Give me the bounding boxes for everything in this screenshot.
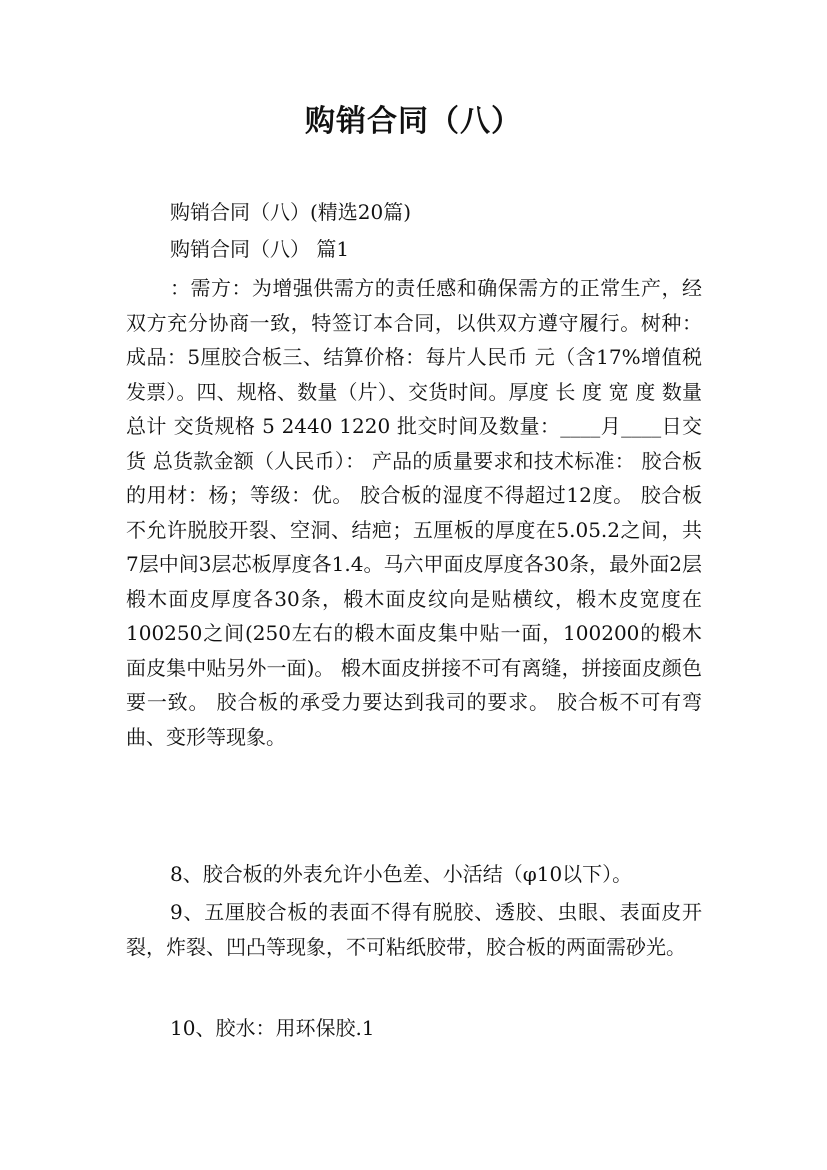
document-title: 购销合同（八） [305, 104, 522, 139]
document-subtitle: 购销合同（八）(精选20篇) [170, 200, 412, 224]
contract-paragraph-10: 10、胶水：用环保胶.1 [170, 1016, 375, 1040]
contract-paragraph-main: ：需方：为增强供需方的责任感和确保需方的正常生产，经双方充分协商一致，特签订本合同，以供双方遵守履行。树种： 成品：5厘胶合板三、结算价格：每片人民币 元（含17%增值税发票）。四、规格、数量（片）、交货时间。厚度 长 度 宽 度 数量总计 交货规格 5 2440 1220 批交时间及数量：____月____日交货 总货款金额（人民币）： 产品的质量要求和技术标准： 胶合板的用材：杨；等级：优。 胶合板的湿度不得超过12度。 胶合板不允许脱胶开裂、空洞、结疤；五厘板的厚度在5.05.2之间，共7层中间3层芯板厚度各1.4。马六甲面皮厚度各30条，最外面2层椴木面皮厚度各30条，椴木面皮纹向是贴横纹，椴木皮宽度在100250之间(250左右的椴木面皮集中贴一面，100200的椴木面皮集中贴另外一面)。 椴木面皮拼接不可有离缝，拼接面皮颜色要一致。 胶合板的承受力要达到我司的要求。 胶合板不可有弯曲、变形等现象。 [126, 276, 702, 749]
section-heading: 购销合同（八） 篇1 [170, 237, 350, 261]
contract-paragraph-8: 8、胶合板的外表允许小色差、小活结（φ10以下）。 [170, 862, 633, 886]
contract-paragraph-9: 9、五厘胶合板的表面不得有脱胶、透胶、虫眼、表面皮开裂，炸裂、凹凸等现象，不可粘纸胶带，胶合板的两面需砂光。 [126, 900, 702, 959]
